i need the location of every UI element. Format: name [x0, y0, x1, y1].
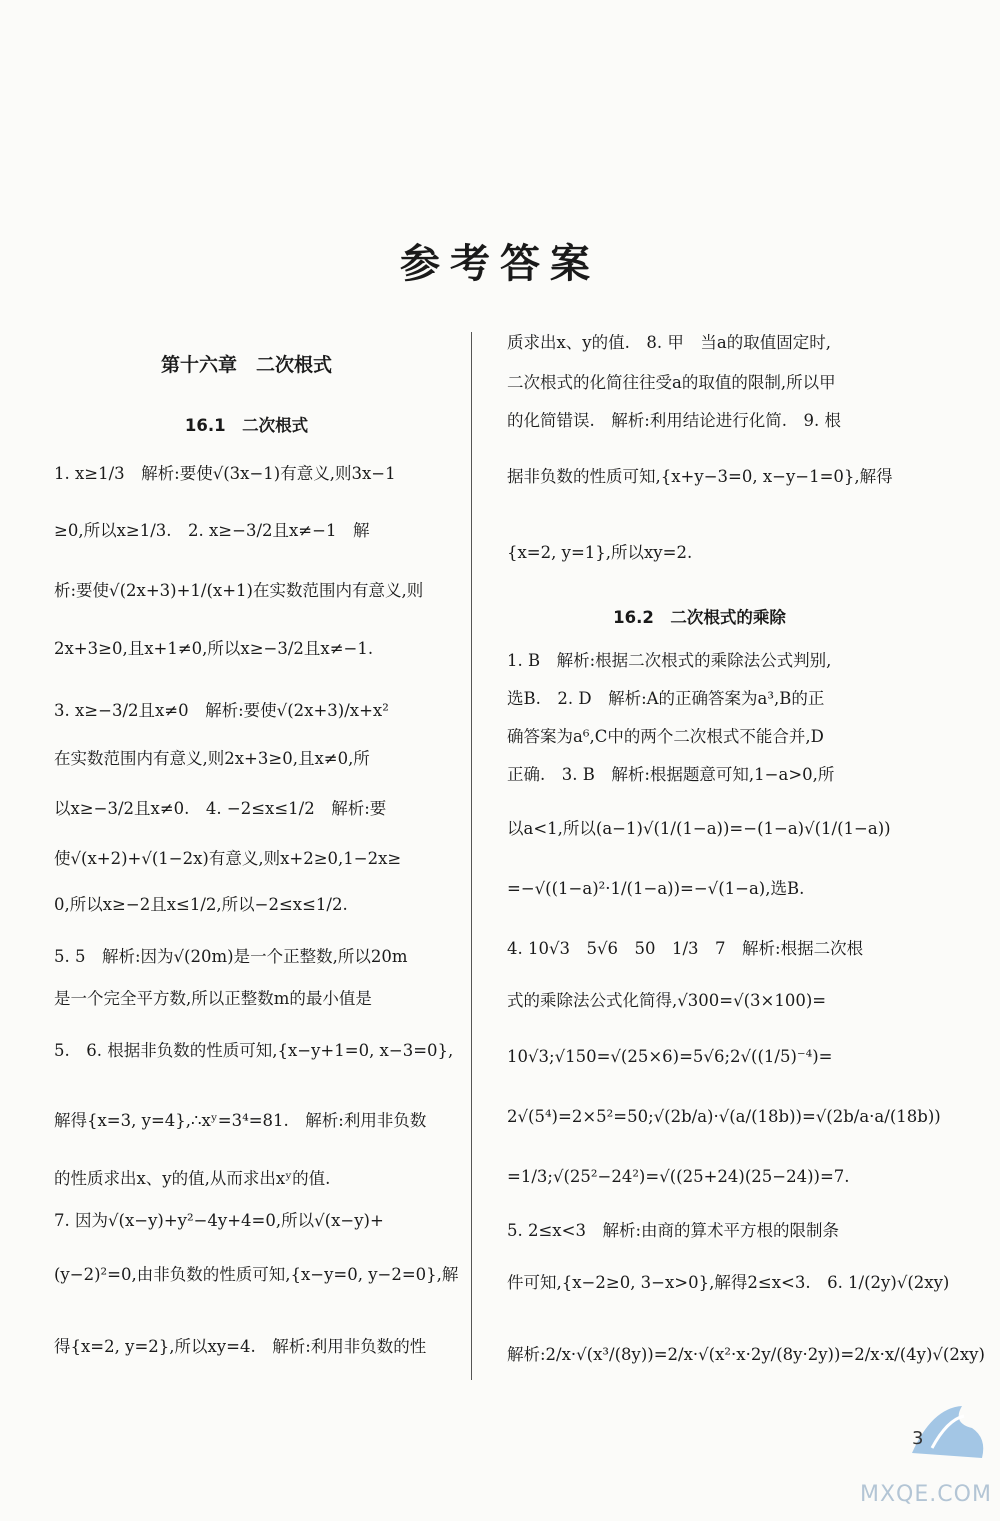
answer-line: 确答案为a⁶,C中的两个二次根式不能合并,D	[507, 727, 824, 746]
watermark: MXQE.COM	[860, 1482, 992, 1507]
answer-line: 2x+3≥0,且x+1≠0,所以x≥−3/2且x≠−1.	[54, 639, 374, 658]
answer-line: 得{x=2, y=2},所以xy=4. 解析:利用非负数的性	[54, 1337, 427, 1356]
answer-line: (y−2)²=0,由非负数的性质可知,{x−y=0, y−2=0},解	[54, 1265, 459, 1284]
section-heading-16-2: 16.2 二次根式的乘除	[613, 608, 786, 627]
answer-line: 件可知,{x−2≥0, 3−x>0},解得2≤x<3. 6. 1/(2y)√(2xy)	[507, 1273, 950, 1292]
answer-line: 5. 2≤x<3 解析:由商的算术平方根的限制条	[507, 1221, 839, 1240]
answer-line: ≥0,所以x≥1/3. 2. x≥−3/2且x≠−1 解	[54, 521, 370, 540]
answer-line: 0,所以x≥−2且x≤1/2,所以−2≤x≤1/2.	[54, 895, 348, 914]
answer-line: 在实数范围内有意义,则2x+3≥0,且x≠0,所	[54, 749, 370, 768]
answer-line: 5. 6. 根据非负数的性质可知,{x−y+1=0, x−3=0},	[54, 1041, 454, 1060]
page-number: 3	[912, 1428, 924, 1449]
answer-line: 1. B 解析:根据二次根式的乘除法公式判别,	[507, 651, 832, 670]
answer-line: 3. x≥−3/2且x≠0 解析:要使√(2x+3)/x+x²	[54, 701, 389, 720]
answer-line: 4. 10√3 5√6 50 1/3 7 解析:根据二次根	[507, 939, 864, 958]
answer-line: =−√((1−a)²·1/(1−a))=−√(1−a),选B.	[507, 879, 805, 898]
answer-line: 是一个完全平方数,所以正整数m的最小值是	[54, 989, 372, 1008]
answer-line: 正确. 3. B 解析:根据题意可知,1−a>0,所	[507, 765, 835, 784]
answer-line: 选B. 2. D 解析:A的正确答案为a³,B的正	[507, 689, 825, 708]
answer-line: 式的乘除法公式化简得,√300=√(3×100)=	[507, 991, 827, 1010]
answer-line: 10√3;√150=√(25×6)=5√6;2√((1/5)⁻⁴)=	[507, 1047, 833, 1066]
answer-line: 解析:2/x·√(x³/(8y))=2/x·√(x²·x·2y/(8y·2y))=2/x·x/(4y)√(2xy)	[507, 1345, 985, 1364]
answer-line: 5. 5 解析:因为√(20m)是一个正整数,所以20m	[54, 947, 408, 966]
answer-line: 以x≥−3/2且x≠0. 4. −2≤x≤1/2 解析:要	[54, 799, 387, 818]
answer-line: 的性质求出x、y的值,从而求出xʸ的值.	[54, 1169, 331, 1188]
answer-line: 以a<1,所以(a−1)√(1/(1−a))=−(1−a)√(1/(1−a))	[507, 819, 891, 838]
chapter-heading: 第十六章 二次根式	[160, 354, 332, 376]
section-heading-16-1: 16.1 二次根式	[184, 416, 309, 435]
answer-line: 7. 因为√(x−y)+y²−4y+4=0,所以√(x−y)+	[54, 1211, 384, 1230]
column-divider	[471, 332, 472, 1380]
answer-line: 1. x≥1/3 解析:要使√(3x−1)有意义,则3x−1	[54, 464, 396, 483]
answer-line: 使√(x+2)+√(1−2x)有意义,则x+2≥0,1−2x≥	[54, 849, 402, 868]
answer-line: 质求出x、y的值. 8. 甲 当a的取值固定时,	[507, 333, 831, 352]
answer-line: =1/3;√(25²−24²)=√((25+24)(25−24))=7.	[507, 1167, 850, 1186]
answer-line: 据非负数的性质可知,{x+y−3=0, x−y−1=0},解得	[507, 467, 893, 486]
answer-line: 析:要使√(2x+3)+1/(x+1)在实数范围内有意义,则	[54, 581, 424, 600]
page-title: 参考答案	[400, 240, 600, 287]
answer-line: 的化简错误. 解析:利用结论进行化简. 9. 根	[507, 411, 842, 430]
answer-line: 二次根式的化简往往受a的取值的限制,所以甲	[507, 373, 836, 392]
answer-line: 2√(5⁴)=2×5²=50;√(2b/a)·√(a/(18b))=√(2b/a·a/(18b))	[507, 1107, 941, 1126]
answer-line: 解得{x=3, y=4},∴xʸ=3⁴=81. 解析:利用非负数	[54, 1111, 427, 1130]
answer-line: {x=2, y=1},所以xy=2.	[507, 543, 693, 562]
